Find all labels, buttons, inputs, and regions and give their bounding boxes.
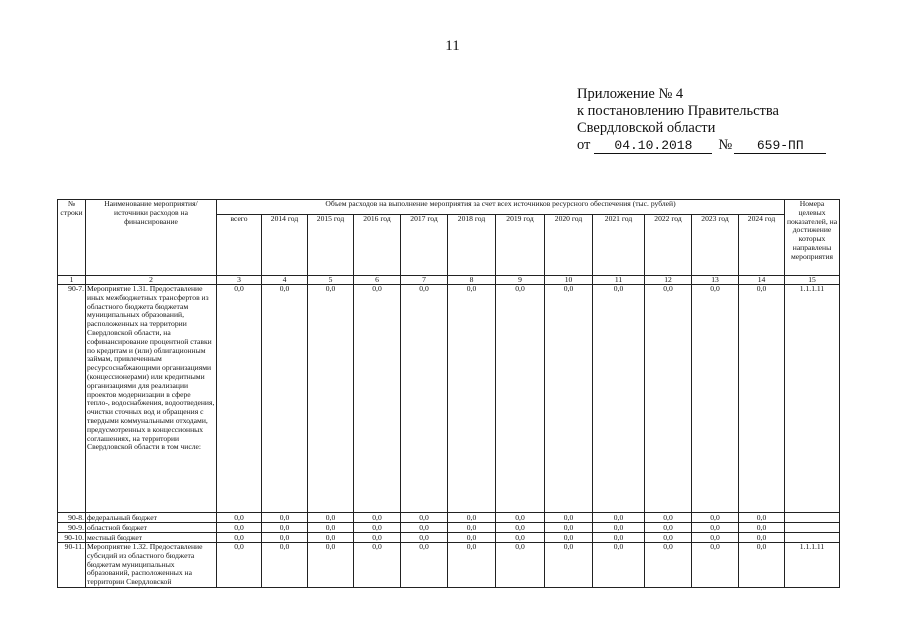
header-year: 2021 год — [593, 215, 645, 276]
row-value: 0,0 — [217, 523, 262, 533]
row-value: 0,0 — [448, 513, 496, 523]
column-number: 14 — [739, 276, 785, 285]
row-value: 0,0 — [262, 523, 308, 533]
page-number: 11 — [445, 38, 460, 54]
row-number: 90-8. — [58, 513, 86, 523]
row-value: 0,0 — [692, 513, 739, 523]
row-value: 0,0 — [262, 513, 308, 523]
row-value: 0,0 — [448, 285, 496, 513]
row-goal: 1.1.1.11 — [785, 543, 840, 588]
row-value: 0,0 — [496, 533, 545, 543]
header-name: Наименование мероприятия/ источники расходов на финансирование — [86, 200, 217, 276]
column-number: 1 — [58, 276, 86, 285]
row-value: 0,0 — [354, 543, 401, 588]
row-value: 0,0 — [545, 543, 593, 588]
row-value: 0,0 — [448, 533, 496, 543]
resolution-number: 659-ПП — [734, 139, 826, 154]
row-value: 0,0 — [739, 533, 785, 543]
row-value: 0,0 — [496, 523, 545, 533]
table-row — [58, 285, 840, 513]
row-value: 0,0 — [401, 543, 448, 588]
column-number: 9 — [496, 276, 545, 285]
column-number: 3 — [217, 276, 262, 285]
row-number: 90-7. — [58, 285, 86, 513]
row-number: 90-9. — [58, 523, 86, 533]
row-goal — [785, 523, 840, 533]
row-value: 0,0 — [645, 543, 692, 588]
row-value: 0,0 — [354, 533, 401, 543]
header-year: 2020 год — [545, 215, 593, 276]
row-value: 0,0 — [545, 513, 593, 523]
row-value: 0,0 — [308, 513, 354, 523]
appendix-header — [577, 86, 826, 154]
appendix-date-line — [577, 137, 826, 154]
appendix-title: Приложение № 4 — [577, 86, 684, 102]
header-year: 2016 год — [354, 215, 401, 276]
row-value: 0,0 — [739, 285, 785, 513]
row-value: 0,0 — [401, 523, 448, 533]
column-number: 4 — [262, 276, 308, 285]
header-year: 2018 год — [448, 215, 496, 276]
column-number: 6 — [354, 276, 401, 285]
row-description: федеральный бюджет — [86, 513, 217, 523]
number-label: № — [718, 137, 733, 153]
row-value: 0,0 — [217, 285, 262, 513]
row-value: 0,0 — [401, 285, 448, 513]
row-description: Мероприятие 1.31. Предоставление иных межбюджетных трансфертов из областного бюджета бюджетам муниципальных образований, расположенных на территории Свердловской области, на софинансирование процентной ставки по кредитам и (или) облигационным займам, привлеченным ресурсоснабжающими организациями (концессионерами) или кредитными организациями для реализации проектов модернизации в сфере тепло-, водоснабжения, водоотведения, очистки сточных вод и обращения с твердыми коммунальными отходами, предусмотренных в концессионных соглашениях, на территории Свердловской области в том числе: — [86, 285, 217, 513]
header-year: 2019 год — [496, 215, 545, 276]
header-volume: Объем расходов на выполнение мероприятия за счет всех источников ресурсного обеспечения (тыс. рублей) — [217, 200, 785, 215]
row-value: 0,0 — [496, 285, 545, 513]
row-value: 0,0 — [308, 543, 354, 588]
column-number: 10 — [545, 276, 593, 285]
row-description: местный бюджет — [86, 533, 217, 543]
row-number: 90-10. — [58, 533, 86, 543]
row-value: 0,0 — [593, 523, 645, 533]
header-row-no: № строки — [58, 200, 86, 276]
header-goals: Номера целевых показателей, на достижение которых направлены мероприятия — [785, 200, 840, 276]
row-value: 0,0 — [448, 543, 496, 588]
row-value: 0,0 — [217, 513, 262, 523]
row-goal — [785, 533, 840, 543]
row-value: 0,0 — [692, 543, 739, 588]
row-value: 0,0 — [354, 513, 401, 523]
row-value: 0,0 — [593, 533, 645, 543]
row-value: 0,0 — [545, 285, 593, 513]
row-value: 0,0 — [645, 523, 692, 533]
row-value: 0,0 — [308, 533, 354, 543]
row-number: 90-11. — [58, 543, 86, 588]
row-value: 0,0 — [593, 513, 645, 523]
row-value: 0,0 — [692, 523, 739, 533]
row-value: 0,0 — [496, 543, 545, 588]
row-value: 0,0 — [545, 523, 593, 533]
table-row — [58, 533, 840, 543]
row-description: областной бюджет — [86, 523, 217, 533]
row-value: 0,0 — [262, 543, 308, 588]
row-value: 0,0 — [545, 533, 593, 543]
header-year: 2014 год — [262, 215, 308, 276]
row-value: 0,0 — [308, 285, 354, 513]
row-value: 0,0 — [739, 523, 785, 533]
row-value: 0,0 — [593, 285, 645, 513]
from-label: от — [577, 137, 591, 153]
row-value: 0,0 — [401, 513, 448, 523]
row-value: 0,0 — [262, 285, 308, 513]
expenses-table — [57, 199, 840, 588]
column-number: 11 — [593, 276, 645, 285]
header-year: 2017 год — [401, 215, 448, 276]
header-year: 2023 год — [692, 215, 739, 276]
row-value: 0,0 — [645, 285, 692, 513]
row-value: 0,0 — [692, 533, 739, 543]
header-year: 2024 год — [739, 215, 785, 276]
row-value: 0,0 — [262, 533, 308, 543]
header-year: всего — [217, 215, 262, 276]
row-value: 0,0 — [354, 523, 401, 533]
row-value: 0,0 — [496, 513, 545, 523]
row-value: 0,0 — [354, 285, 401, 513]
table-row — [58, 543, 840, 588]
appendix-ref: к постановлению Правительства — [577, 103, 779, 119]
row-value: 0,0 — [217, 543, 262, 588]
row-value: 0,0 — [448, 523, 496, 533]
row-value: 0,0 — [217, 533, 262, 543]
row-value: 0,0 — [593, 543, 645, 588]
row-description: Мероприятие 1.32. Предоставление субсидий из областного бюджета бюджетам муниципальных образований, расположенных на территории Свердловской — [86, 543, 217, 588]
row-value: 0,0 — [645, 533, 692, 543]
header-year: 2022 год — [645, 215, 692, 276]
row-value: 0,0 — [401, 533, 448, 543]
header-year: 2015 год — [308, 215, 354, 276]
column-number: 7 — [401, 276, 448, 285]
appendix-region: Свердловской области — [577, 120, 716, 136]
resolution-date: 04.10.2018 — [594, 139, 712, 154]
column-number: 5 — [308, 276, 354, 285]
table-row — [58, 523, 840, 533]
row-value: 0,0 — [739, 543, 785, 588]
column-number: 12 — [645, 276, 692, 285]
column-number: 13 — [692, 276, 739, 285]
column-number: 15 — [785, 276, 840, 285]
row-value: 0,0 — [645, 513, 692, 523]
row-value: 0,0 — [692, 285, 739, 513]
column-number: 8 — [448, 276, 496, 285]
row-value: 0,0 — [308, 523, 354, 533]
row-value: 0,0 — [739, 513, 785, 523]
table-row — [58, 513, 840, 523]
row-goal: 1.1.1.11 — [785, 285, 840, 513]
row-goal — [785, 513, 840, 523]
column-number: 2 — [86, 276, 217, 285]
